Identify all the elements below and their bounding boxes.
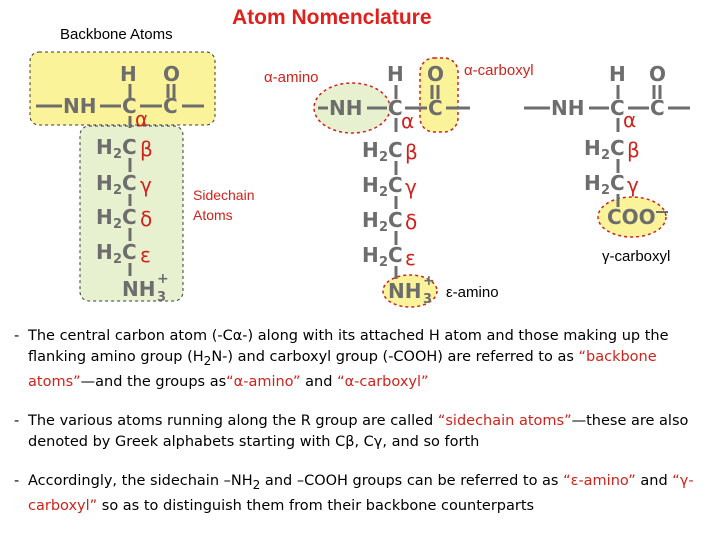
svg-text:C: C <box>388 96 403 120</box>
svg-text:2: 2 <box>113 147 123 162</box>
svg-text:C: C <box>388 208 403 232</box>
svg-text:H: H <box>584 136 601 160</box>
svg-text:C: C <box>388 138 403 162</box>
svg-text:3: 3 <box>157 290 167 305</box>
svg-text:NH: NH <box>122 277 156 301</box>
bullet-3-text-c: and <box>635 472 673 489</box>
svg-text:H: H <box>96 240 113 264</box>
bullet-1-text-d: —and the groups as <box>80 373 227 390</box>
bullet-3-text-d: so as to distinguish them from their backbone counterparts <box>97 497 535 514</box>
svg-text:C: C <box>388 243 403 267</box>
svg-text:2: 2 <box>379 255 389 270</box>
svg-text:H: H <box>96 205 113 229</box>
bullet-list <box>14 326 704 535</box>
svg-text:C: C <box>122 205 137 229</box>
bullet-dash: - <box>14 412 20 429</box>
svg-text:ε: ε <box>405 246 416 270</box>
page-title: Atom Nomenclature <box>232 6 432 29</box>
bullet-3-gamma-carboxyl-term: “γ-carboxyl” <box>28 472 694 514</box>
svg-text:2: 2 <box>113 217 123 232</box>
svg-text:β: β <box>405 140 418 164</box>
svg-text:2: 2 <box>379 150 389 165</box>
svg-text:C: C <box>122 94 137 118</box>
bullet-3-text-a: Accordingly, the sidechain –NH <box>28 472 253 489</box>
svg-text:+: + <box>423 273 435 289</box>
svg-text:β: β <box>140 137 153 161</box>
bullet-dash: - <box>14 472 20 489</box>
bullet-1-alpha-carboxyl-term: “α-carboxyl” <box>337 373 429 390</box>
bullet-1-text-b: -) along with its attached H atom and those making up the flanking amino group (H <box>28 328 669 365</box>
svg-text:C: C <box>122 135 137 159</box>
svg-text:C: C <box>122 240 137 264</box>
svg-text:H: H <box>120 62 137 86</box>
bullet-2-text-b: —these are also denoted by Greek alphabets starting with Cβ, Cγ, and so forth <box>28 412 689 450</box>
bullet-sidechain-groups <box>14 471 704 517</box>
svg-text:NH: NH <box>388 279 422 303</box>
svg-text:γ: γ <box>627 173 639 197</box>
sidechain-label-line1: Sidechain <box>193 187 255 203</box>
svg-text:+: + <box>157 271 169 287</box>
bullet-1-text-c: N-) and carboxyl group (-COOH) are referred to as <box>211 349 579 365</box>
svg-text:NH: NH <box>329 96 363 120</box>
bullet-3-text-b: and –COOH groups can be referred to as <box>260 472 564 489</box>
bullet-3-epsilon-amino-term: “ε-amino” <box>563 472 636 489</box>
svg-text:H: H <box>362 138 379 162</box>
svg-text:β: β <box>627 138 640 162</box>
svg-text:γ: γ <box>405 175 417 199</box>
svg-text:O: O <box>427 62 445 86</box>
gamma-carboxyl-label: γ-carboxyl <box>602 248 671 265</box>
bullet-1-backbone-term: “backbone atoms” <box>28 349 657 390</box>
alpha-carboxyl-label: α-carboxyl <box>464 62 534 79</box>
bullet-1-text-a: The central carbon atom (-C <box>28 328 233 344</box>
bullet-2-text-a: The various atoms running along the R group are called <box>28 412 438 429</box>
svg-text:C: C <box>610 96 625 120</box>
bullet-2-sidechain-term: “sidechain atoms” <box>437 412 572 429</box>
alpha-amino-label: α-amino <box>264 69 319 86</box>
svg-text:ε: ε <box>140 243 151 267</box>
svg-text:H: H <box>96 171 113 195</box>
svg-text:δ: δ <box>140 207 153 231</box>
svg-text:α: α <box>401 109 415 133</box>
svg-text:C: C <box>388 173 403 197</box>
bullet-1-alpha: α <box>232 328 243 344</box>
svg-text:H: H <box>387 62 404 86</box>
svg-text:H: H <box>362 208 379 232</box>
svg-text:2: 2 <box>113 183 123 198</box>
epsilon-amino-label: ε-amino <box>446 284 499 301</box>
svg-text:C: C <box>122 171 137 195</box>
svg-text:2: 2 <box>379 220 389 235</box>
sidechain-label-line2: Atoms <box>193 207 233 223</box>
svg-text:C: C <box>428 96 443 120</box>
bullet-1-text-e: and <box>300 373 338 390</box>
svg-text:2: 2 <box>601 148 611 163</box>
svg-text:2: 2 <box>379 185 389 200</box>
svg-text:C: C <box>163 94 178 118</box>
bullet-backbone <box>14 326 704 393</box>
svg-text:δ: δ <box>405 210 418 234</box>
svg-text:γ: γ <box>140 173 152 197</box>
svg-text:C: C <box>650 96 665 120</box>
bullet-1-subscript: 2 <box>203 353 212 368</box>
svg-text:2: 2 <box>601 183 611 198</box>
backbone-atoms-label: Backbone Atoms <box>60 26 173 43</box>
svg-text:H: H <box>96 135 113 159</box>
bullet-3-subscript: 2 <box>252 477 261 492</box>
sidechain-atoms-label <box>193 185 255 225</box>
svg-text:COO: COO <box>607 205 656 229</box>
svg-text:H: H <box>609 62 626 86</box>
bullet-1-alpha-amino-term: “α-amino” <box>226 373 301 390</box>
svg-text:NH: NH <box>551 96 585 120</box>
svg-text:H: H <box>362 243 379 267</box>
svg-text:3: 3 <box>423 292 433 307</box>
svg-text:NH: NH <box>63 94 97 118</box>
bullet-sidechain <box>14 411 704 453</box>
svg-text:C: C <box>610 171 625 195</box>
bullet-dash: - <box>14 328 20 344</box>
svg-text:O: O <box>163 62 181 86</box>
svg-text:α: α <box>623 108 637 132</box>
svg-text:H: H <box>362 173 379 197</box>
svg-text:α: α <box>135 107 149 131</box>
svg-text:2: 2 <box>113 252 123 267</box>
svg-text:H: H <box>584 171 601 195</box>
svg-text:C: C <box>610 136 625 160</box>
svg-text:O: O <box>649 62 667 86</box>
